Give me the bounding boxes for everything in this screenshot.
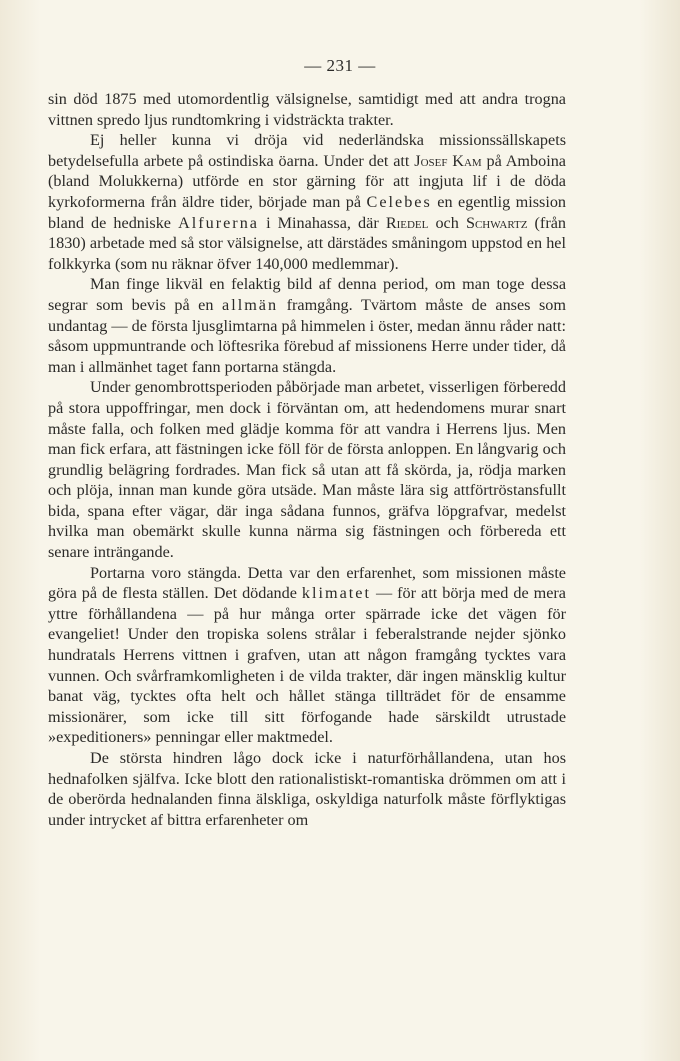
spaced-emphasis: Celebes xyxy=(366,192,432,211)
paragraph xyxy=(48,89,566,130)
name-small-caps: Riedel xyxy=(385,213,429,232)
text-run: i Minahassa, där xyxy=(258,213,386,232)
text-run: Man finge likväl en felaktig bild af denna period, om man toge dessa segrar som bevis på en xyxy=(48,275,566,314)
text-run: (från 1830) arbetade med så stor välsignelse, att därstädes småningom uppstod en hel folkkyrka (som nu räknar öfver 140,000 medlemmar). xyxy=(48,213,566,273)
text-run: Portarna voro stängda. Detta var den erfarenhet, som missionen måste göra på de flesta ställen. Det dödande xyxy=(48,563,566,603)
text-run: Under genombrottsperioden påbörjade man arbetet, visserligen förberedd på stora uppoffringar, men dock i förväntan om, att hedendomens murar snart måste falla, och folken med glädje komma för att vandra i Herrens ljus. Men man fick erfara, att fästningen icke föll för de första anloppen. En långvarig och grundlig belägring fordrades. Man fick så utan att få skörda, ja, rödja marken och plöja, innan man kunde göra utsäde. Man måste lära sig attförtröstansfullt bida, spana efter vägar, där inga sådana funnos, gräfva löpgrafvar, medelst hvilka man obemärkt skulle kunna närma sig fästningen och förbereda ett senare inträngande. xyxy=(48,378,566,562)
spaced-emphasis: klimatet xyxy=(301,584,371,603)
paragraph xyxy=(48,130,566,274)
text-run: framgång. Tvärtom måste de anses som undantag — de första ljusglimtarna på himmelen i öster, medan ännu råder natt: såsom uppmuntrande och löftesrika förebud af missionens Herre under tider, då man i allmänhet taget fann portarna stängda. xyxy=(48,295,566,376)
text-run: sin död 1875 med utomordentlig välsignelse, samtidigt med att andra trogna vittnen spredo ljus rundtomkring i vidsträckta trakter. xyxy=(48,90,566,129)
paragraph xyxy=(48,274,566,377)
text-run: på Amboina (bland Molukkerna) utförde en stor gärning för att ingjuta lif i de döda kyrkoformerna från äldre tider, började man på xyxy=(48,151,566,211)
name-small-caps: Schwartz xyxy=(465,213,528,232)
paragraph xyxy=(48,377,566,562)
paragraph xyxy=(48,748,566,830)
page-number: — 231 — xyxy=(304,56,376,75)
text-run: och xyxy=(428,213,466,232)
paragraph xyxy=(48,563,566,748)
spaced-emphasis: allmän xyxy=(222,295,279,314)
name-small-caps: Josef Kam xyxy=(414,151,482,170)
text-run: Ej heller kunna vi dröja vid nederländska missionssällskapets betydelsefulla arbete på ostindiska öarna. Under det att xyxy=(48,131,566,170)
text-run: De största hindren lågo dock icke i naturförhållandena, utan hos hednafolken själfva. Icke blott den rationalistiskt-romantiska drömmen om att i de oberörda hednalanden finna älskliga, oskyldiga naturfolk måste förflyktigas under intrycket af bittra erfarenheter om xyxy=(48,749,566,829)
text-run: — för att börja med de mera yttre förhållandena — på hur många orter spärrade icke det vägen för evangeliet! Under den tropiska solens strålar i feberalstrande nejder sjönko hundratals Herrens vittnen i grafven, utan att någon framgång tycktes vara vunnen. Och svårframkomligheten i de vilda trakter, där ingen mänsklig kultur banat väg, tycktes ofta helt och hållet stänga tillträdet för de ensamme missionärer, som icke till sitt förfogande hade särskildt utrustade »expeditioners» penningar eller maktmedel. xyxy=(48,584,566,747)
text-run: en egentlig mission bland de hedniske xyxy=(48,192,567,232)
body-text xyxy=(48,89,566,830)
spaced-emphasis: Alfurerna xyxy=(178,213,259,232)
